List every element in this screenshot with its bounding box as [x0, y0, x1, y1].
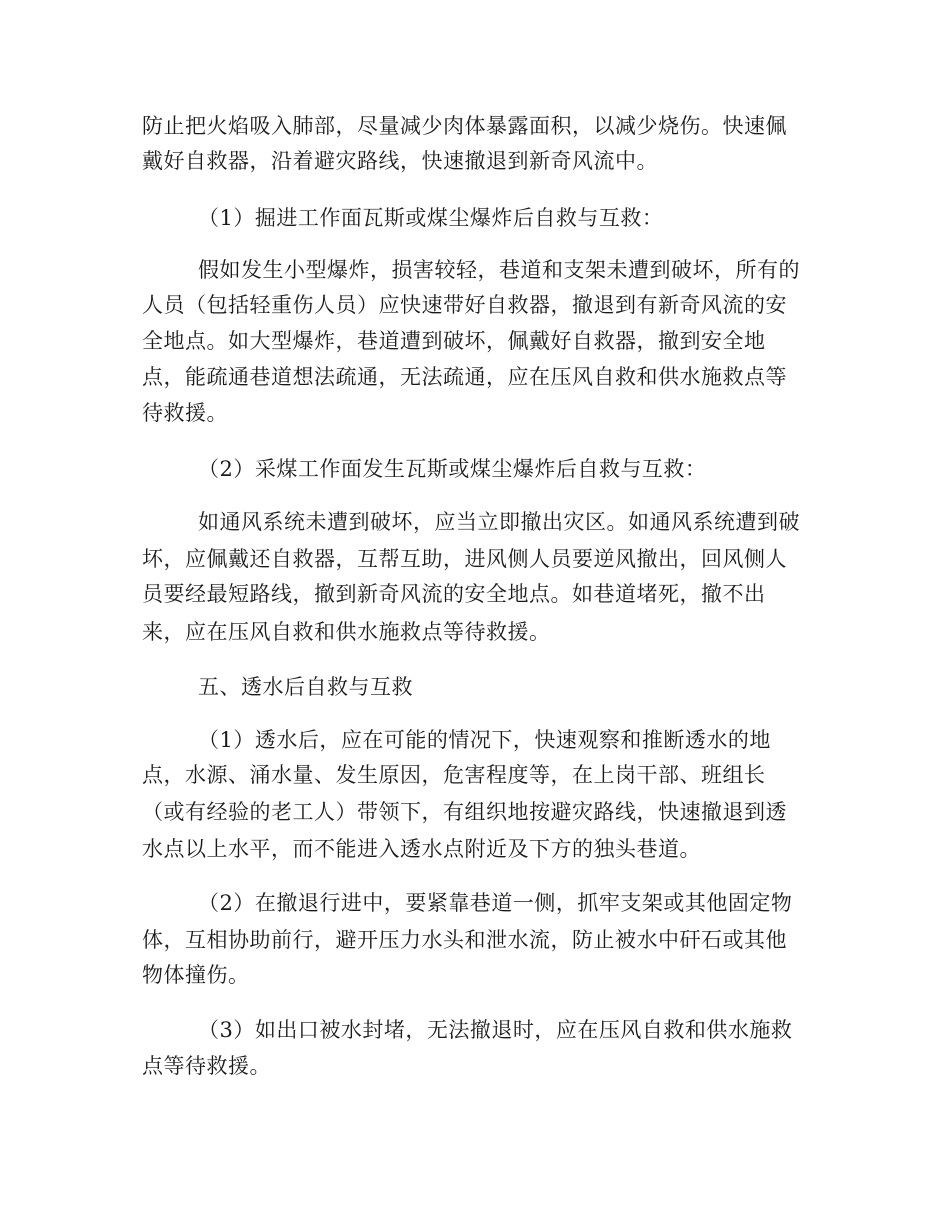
text-line: （1）透水后，应在可能的情况下，快速观察和推断透水的地: [198, 728, 771, 752]
text-line: 人员（包括轻重伤人员）应快速带好自救器，撤退到有新奇风流的安: [142, 293, 787, 317]
text-line: 点，水源、涌水量、发生原因，危害程度等，在上岗干部、班组长: [142, 763, 766, 787]
text-line: （或有经验的老工人）带领下，有组织地按避灾路线，快速撤退到透: [142, 800, 787, 824]
text-line: 全地点。如大型爆炸，巷道遭到破坏，佩戴好自救器，撤到安全地: [142, 329, 766, 353]
text-line: 假如发生小型爆炸，损害较轻，巷道和支架未遭到破坏，所有的: [198, 258, 800, 282]
text-line: （2）在撤退行进中，要紧靠巷道一侧，抓牢支架或其他固定物: [198, 891, 793, 915]
text-line: （3）如出口被水封堵，无法撤退时，应在压风自救和供水施救: [198, 1018, 793, 1042]
text-line: 点，能疏通巷道想法疏通，无法疏通，应在压风自救和供水施救点等: [142, 365, 787, 389]
text-line: 待救援。: [142, 401, 228, 425]
text-line: 如通风系统未遭到破坏，应当立即撤出灾区。如通风系统遭到破: [198, 510, 800, 534]
text-line: 水点以上水平，而不能进入透水点附近及下方的独头巷道。: [142, 837, 701, 861]
text-line: 员要经最短路线，撤到新奇风流的安全地点。如巷道堵死，撤不出: [142, 582, 766, 606]
chapter-heading: 五、透水后自救与互救: [198, 675, 413, 699]
text-line: 戴好自救器，沿着避灾路线，快速撤退到新奇风流中。: [142, 149, 658, 173]
text-line: 坏，应佩戴还自救器，互帮互助，进风侧人员要逆风撤出，回风侧人: [142, 547, 787, 571]
section-heading: （2）采煤工作面发生瓦斯或煤尘爆炸后自救与互救：: [198, 457, 707, 481]
section-heading: （1）掘进工作面瓦斯或煤尘爆炸后自救与互救：: [198, 206, 664, 230]
text-line: 防止把火焰吸入肺部，尽量减少肉体暴露面积，以减少烧伤。快速佩: [142, 114, 787, 138]
text-line: 点等待救援。: [142, 1054, 271, 1078]
text-line: 来，应在压风自救和供水施救点等待救援。: [142, 620, 551, 644]
text-line: 物体撞伤。: [142, 963, 250, 987]
text-line: 体，互相协助前行，避开压力水头和泄水流，防止被水中矸石或其他: [142, 928, 787, 952]
